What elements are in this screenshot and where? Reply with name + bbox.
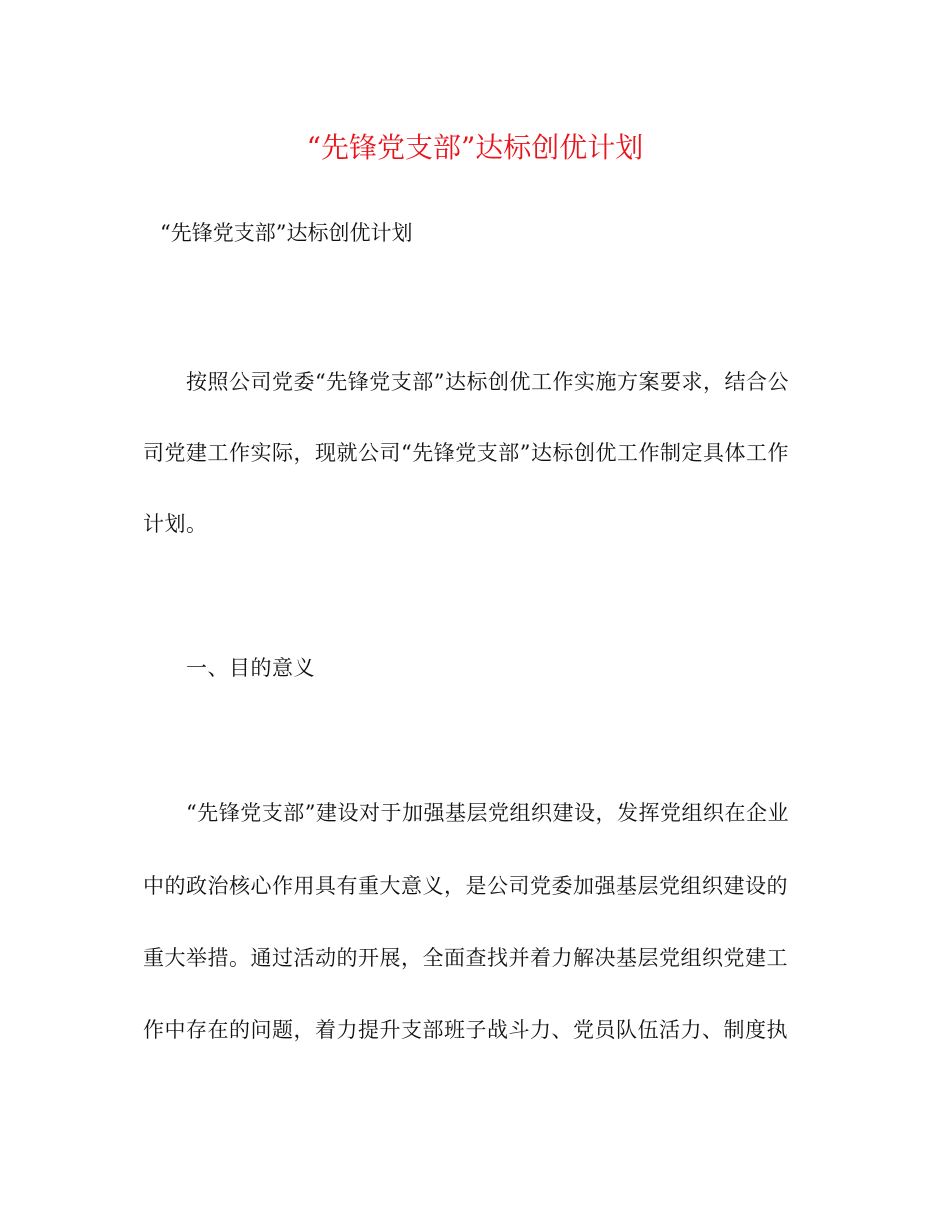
paragraph-2-line-4: 作中存在的问题，着力提升支部班子战斗力、党员队伍活力、制度执 bbox=[143, 1018, 788, 1042]
document-subtitle: “先锋党支部”达标创优计划 bbox=[160, 221, 413, 245]
paragraph-1-line-3: 计划。 bbox=[143, 512, 208, 536]
paragraph-2-line-3: 重大举措。通过活动的开展，全面查找并着力解决基层党组织党建工 bbox=[143, 946, 788, 970]
paragraph-2-line-1: “先锋党支部”建设对于加强基层党组织建设，发挥党组织在企业 bbox=[186, 801, 789, 825]
section-heading-purpose: 一、目的意义 bbox=[186, 656, 315, 680]
paragraph-1-line-1: 按照公司党委“先锋党支部”达标创优工作实施方案要求，结合公 bbox=[186, 370, 789, 394]
document-title: “先锋党支部”达标创优计划 bbox=[306, 131, 644, 164]
paragraph-1-line-2: 司党建工作实际，现就公司“先锋党支部”达标创优工作制定具体工作 bbox=[143, 441, 789, 465]
paragraph-2-line-2: 中的政治核心作用具有重大意义，是公司党委加强基层党组织建设的 bbox=[143, 874, 788, 898]
